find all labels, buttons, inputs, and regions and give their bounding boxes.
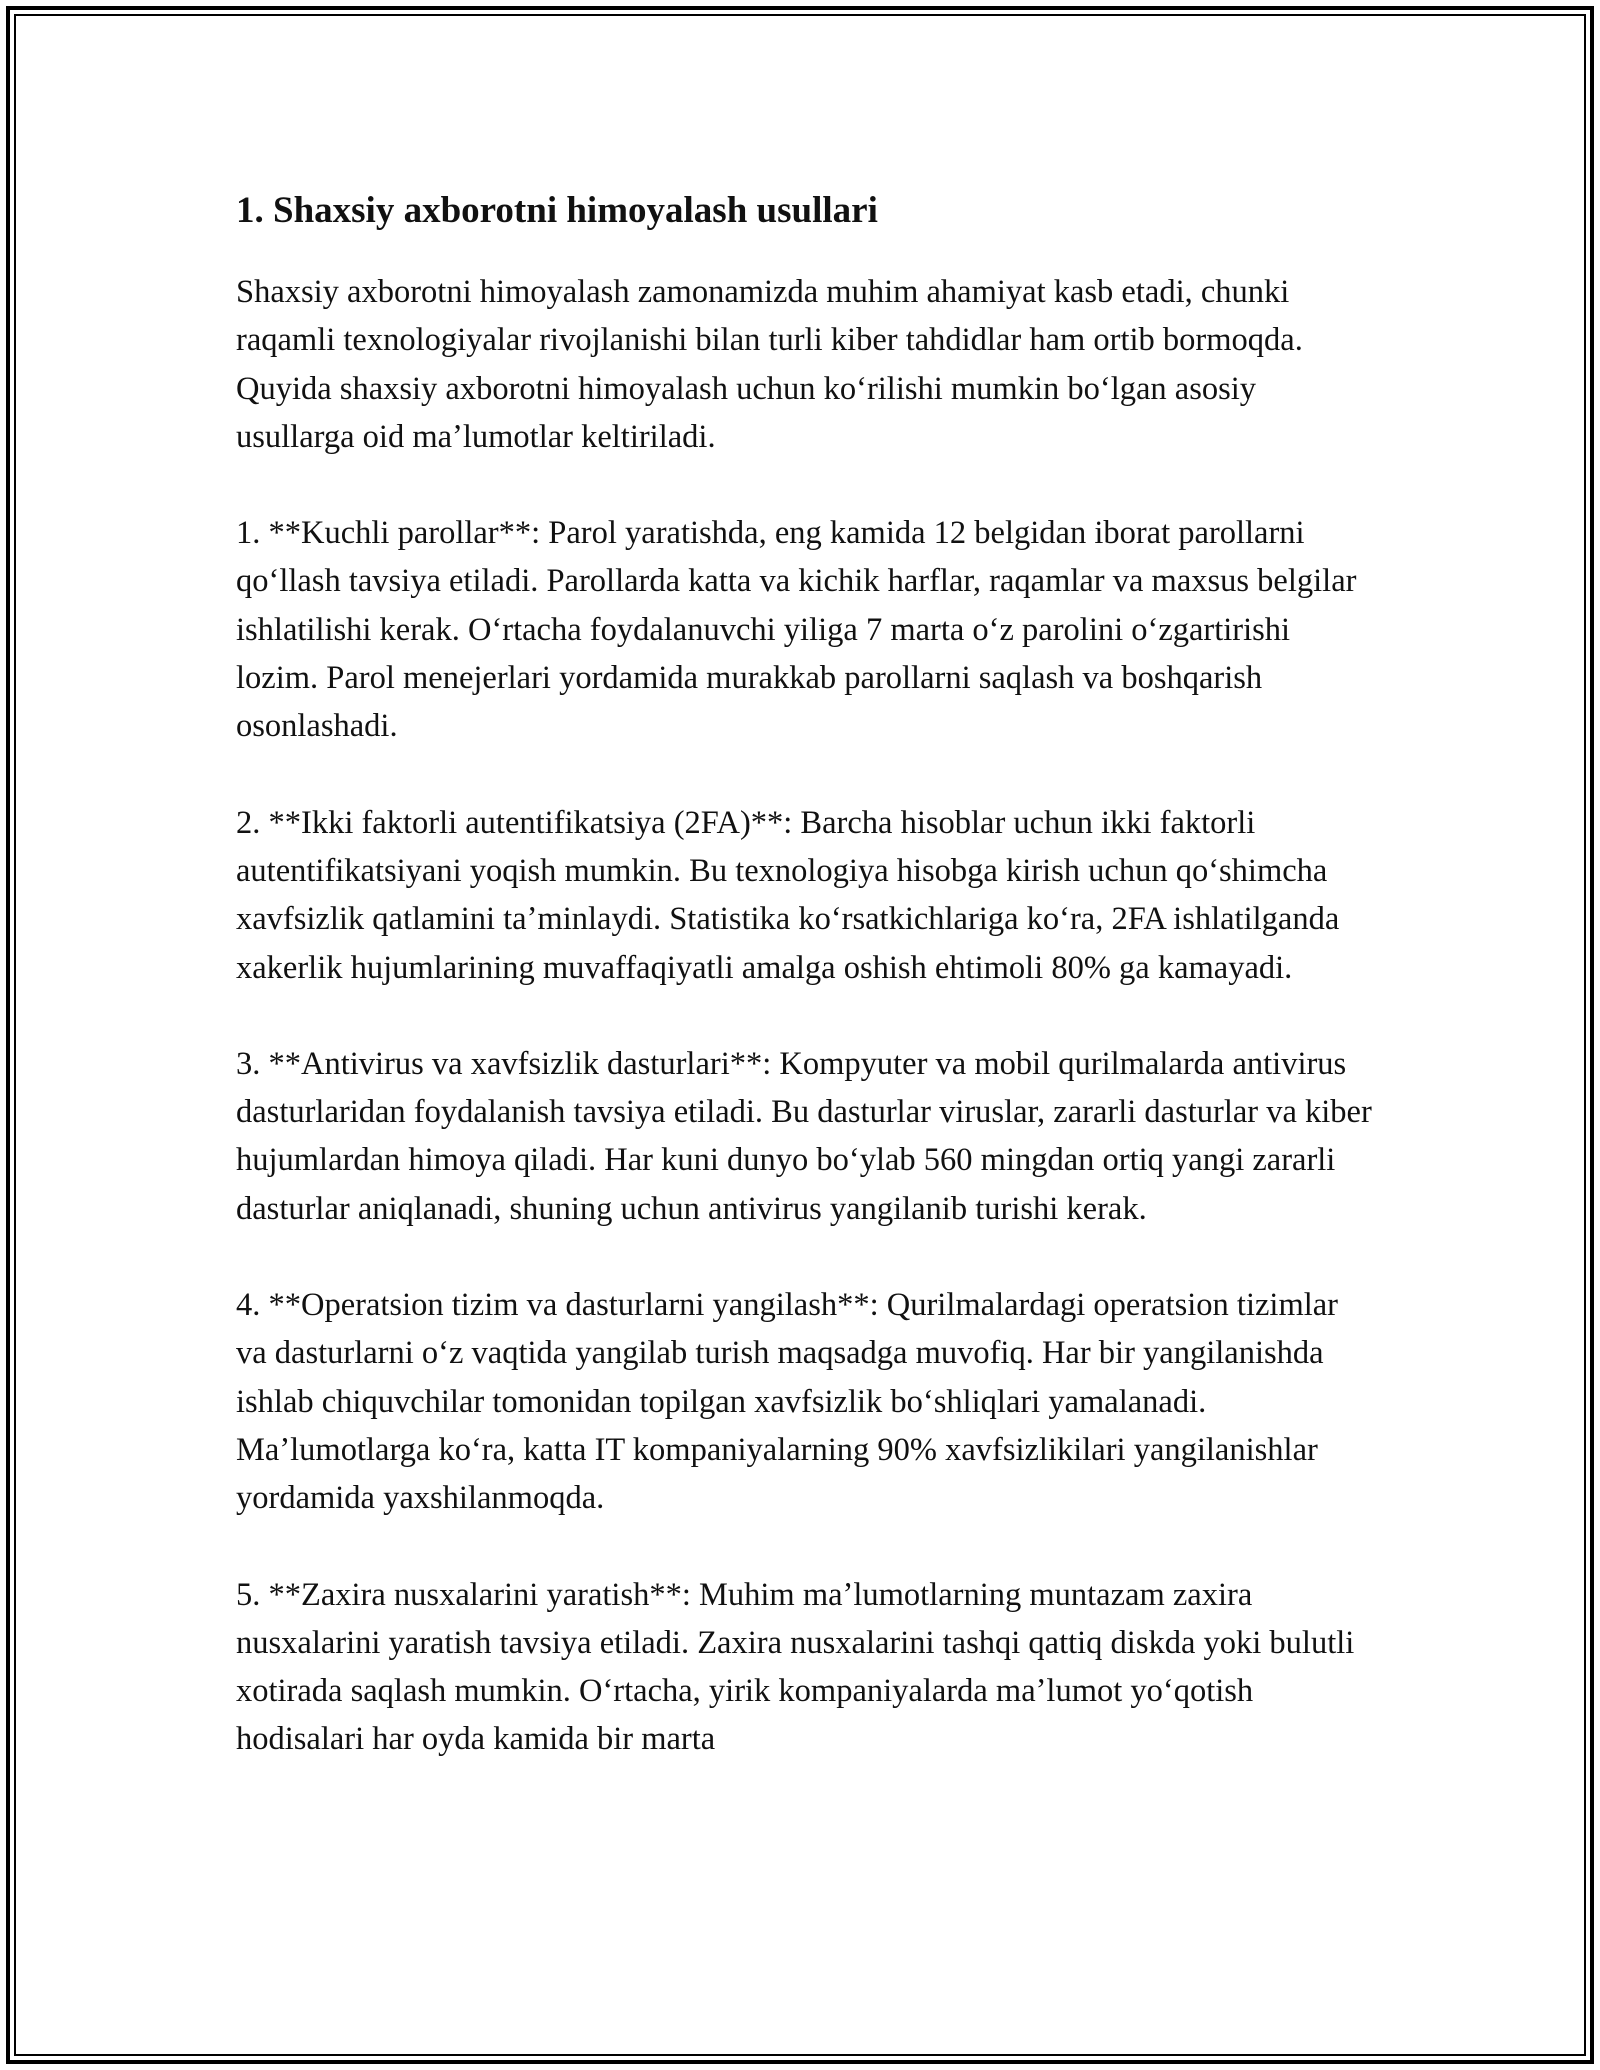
intro-paragraph: Shaxsiy axborotni himoyalash zamonamizda muhim ahamiyat kasb etadi, chunki raqamli texnologiyalar rivojlanishi bilan turli kiber tahdidlar ham ortib bormoqda. Quyida shaxsiy axborotni himoyalash uchun koʻrilishi mumkin boʻlgan asosiy usullarga oid maʼlumotlar keltiriladi. <box>236 274 1303 455</box>
paragraph-antivirus: 3. **Antivirus va xavfsizlik dasturlari**: Kompyuter va mobil qurilmalarda antivirus dasturlaridan foydalanish tavsiya etiladi. Bu dasturlar viruslar, zararli dasturlar va kiber hujumlardan himoya qiladi. Har kuni dunyo boʻylab 560 mingdan ortiq yangi zararli dasturlar aniqlanadi, shuning uchun antivirus yangilanib turishi kerak. <box>236 1045 1372 1227</box>
paragraph-updates: 4. **Operatsion tizim va dasturlarni yangilash**: Qurilmalardagi operatsion tizimlar va dasturlarni oʻz vaqtida yangilab turish maqsadga muvofiq. Har bir yangilanishda ishlab chiquvchilar tomonidan topilgan xavfsizlik boʻshliqlari yamalanadi. Maʼlumotlarga koʻra, katta IT kompaniyalarning 90% xavfsizlikilari yangilanishlar yordamida yaxshilanmoqda. <box>236 1287 1339 1517</box>
section-heading: 1. Shaxsiy axborotni himoyalash usullari <box>236 190 878 231</box>
paragraph-backups: 5. **Zaxira nusxalarini yaratish**: Muhim maʼlumotlarning muntazam zaxira nusxalarini yaratish tavsiya etiladi. Zaxira nusxalarini tashqi qattiq diskda yoki bulutli xotirada saqlash mumkin. Oʻrtacha, yirik kompaniyalarda maʼlumot yoʻqotish hodisalari har oyda kamida bir marta <box>236 1576 1355 1758</box>
document-body <box>236 186 1376 1764</box>
paragraph-two-factor-auth: 2. **Ikki faktorli autentifikatsiya (2FA)**: Barcha hisoblar uchun ikki faktorli autentifikatsiyani yoqish mumkin. Bu texnologiya hisobga kirish uchun qoʻshimcha xavfsizlik qatlamini taʼminlaydi. Statistika koʻrsatkichlariga koʻra, 2FA ishlatilganda xakerlik hujumlarining muvaffaqiyatli amalga oshish ehtimoli 80% ga kamayadi. <box>236 804 1340 986</box>
paragraph-strong-passwords: 1. **Kuchli parollar**: Parol yaratishda, eng kamida 12 belgidan iborat parollarni qoʻllash tavsiya etiladi. Parollarda katta va kichik harflar, raqamlar va maxsus belgilar ishlatilishi kerak. Oʻrtacha foydalanuvchi yiliga 7 marta oʻz parolini oʻzgartirishi lozim. Parol menejerlari yordamida murakkab parollarni saqlash va boshqarish osonlashadi. <box>236 515 1357 745</box>
